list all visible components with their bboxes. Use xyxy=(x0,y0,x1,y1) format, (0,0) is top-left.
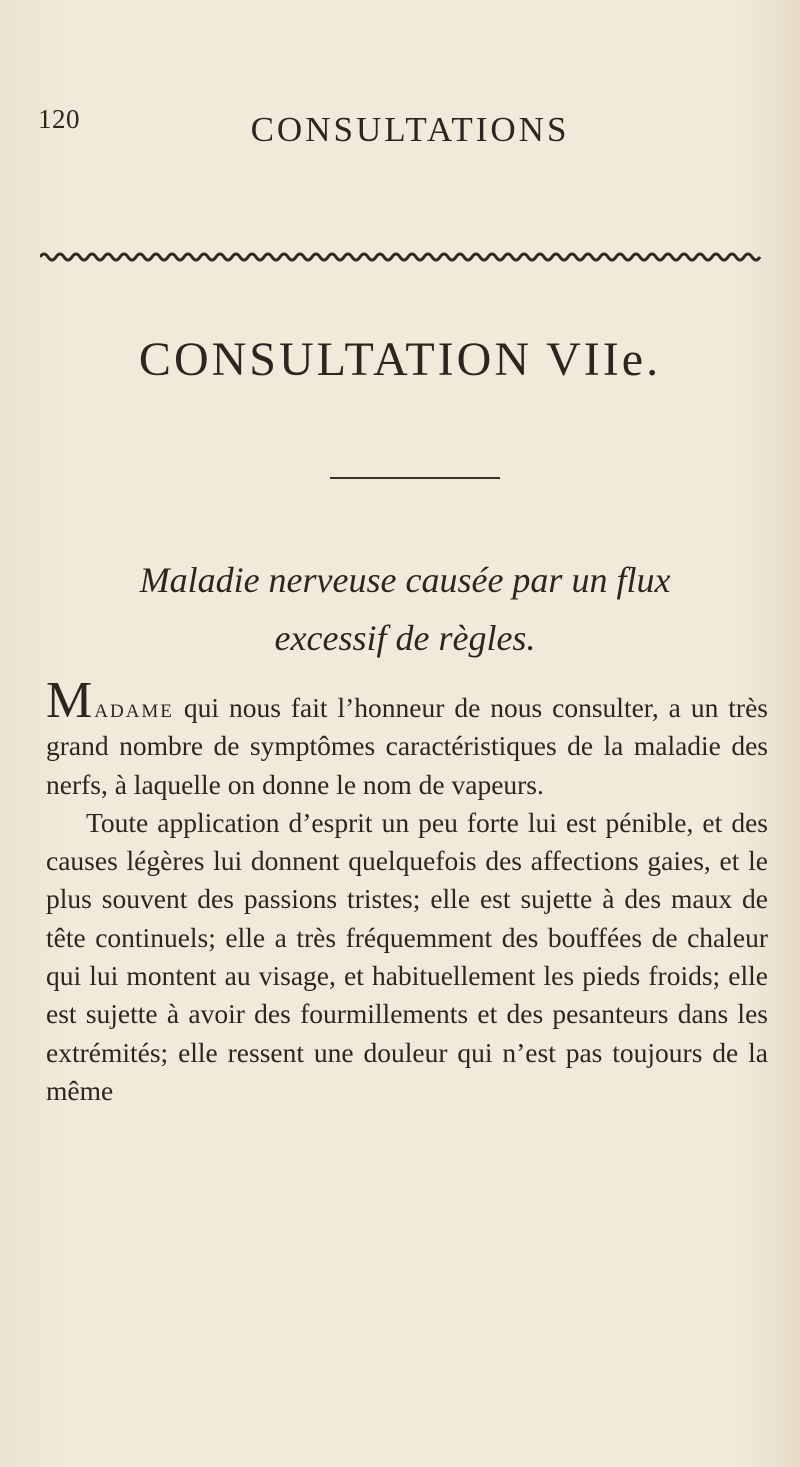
subtitle xyxy=(50,551,760,667)
opening-word: Madame xyxy=(46,672,174,729)
ornamental-rule xyxy=(40,250,762,264)
page-number: 120 xyxy=(38,104,80,134)
running-head: CONSULTATIONS xyxy=(250,110,570,149)
paragraph-1-text: qui nous fait l’honneur de nous consulter, a un très grand nombre de symptômes caractéristiques de la maladie des nerfs, à laquelle on donne le nom de vapeurs. xyxy=(46,692,768,800)
subtitle-line-2: excessif de règles. xyxy=(274,618,536,658)
subtitle-line-1: Maladie nerveuse causée par un flux xyxy=(139,560,671,600)
paragraph-2: Toute application d’esprit un peu forte lui est pénible, et des causes légères lui donnent quelquefois des affections gaies, et le plus souvent des passions tristes; elle est sujette à des maux de tête continuels; elle a très fréquemment des bouffées de chaleur qui lui montent au visage, et habituellement les pieds froids; elle est sujette à avoir des fourmillements et des pesanteurs dans les extrémités; elle ressent une douleur qui n’est pas toujours de la même xyxy=(46,806,768,1106)
paragraph-1 xyxy=(46,672,768,804)
consultation-title: CONSULTATION VIIe. xyxy=(138,333,662,386)
title-divider xyxy=(330,477,500,479)
body-text xyxy=(46,672,768,1110)
